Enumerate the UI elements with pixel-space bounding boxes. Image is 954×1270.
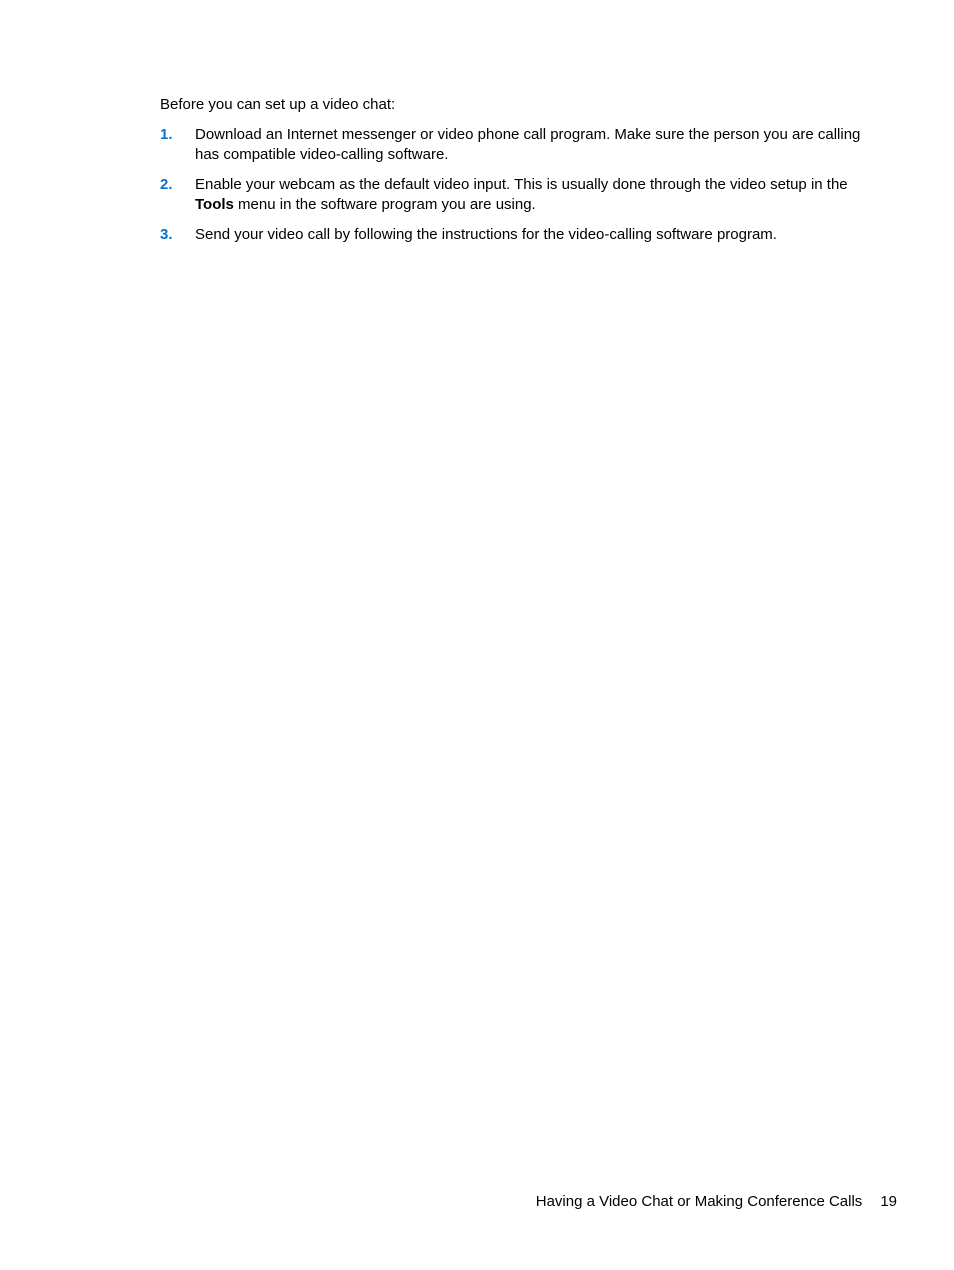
step-number: 3. [160, 226, 173, 243]
footer-section-title: Having a Video Chat or Making Conference Calls [535, 1193, 863, 1210]
step-text-after: menu in the software program you are using. [233, 195, 536, 213]
step-number: 2. [160, 176, 173, 193]
step-text: Download an Internet messenger or video phone call program. Make sure the person you are calling has compatible video-calling software. [195, 126, 861, 163]
tools-menu-name: Tools [195, 195, 234, 213]
intro-text: Before you can set up a video chat: [160, 96, 396, 113]
step-text [195, 176, 848, 213]
step-number: 1. [160, 126, 173, 143]
step-item-3 [160, 225, 872, 245]
step-text: Send your video call by following the instructions for the video-calling software program. [195, 226, 777, 243]
page-number: 19 [880, 1193, 897, 1210]
page-footer [536, 1192, 897, 1211]
step-item-2 [160, 175, 872, 214]
step-item-1 [160, 125, 872, 164]
step-text-before: Enable your webcam as the default video input. This is usually done through the video setup in the [195, 176, 848, 193]
steps-list [160, 125, 872, 256]
